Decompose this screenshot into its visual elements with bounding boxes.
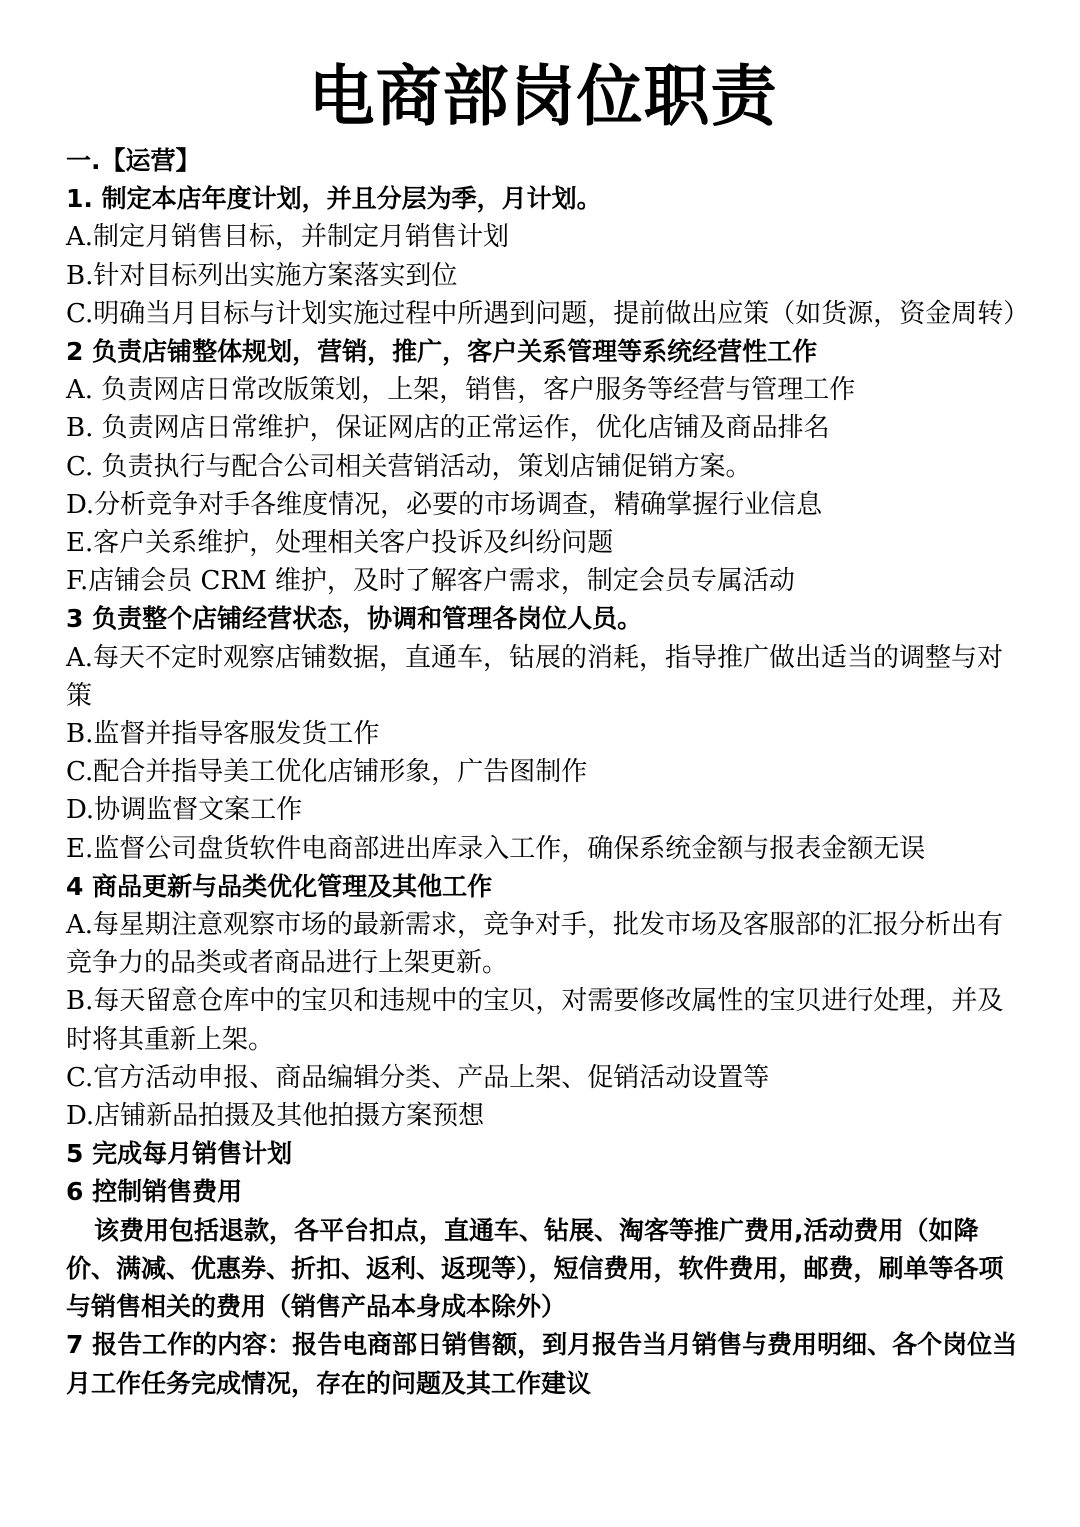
section-heading: 5 完成每月销售计划 [66,1139,293,1169]
body-line: A.每天不定时观察店铺数据，直通车，钻展的消耗，指导推广做出适当的调整与对策 [66,642,1004,711]
body-line: B.每天留意仓库中的宝贝和违规中的宝贝，对需要修改属性的宝贝进行处理，并及时将其重新上架。 [66,986,1004,1055]
body-line: F.店铺会员 CRM 维护，及时了解客户需求，制定会员专属活动 [66,566,795,597]
body-line: E.客户关系维护，处理相关客户投诉及纠纷问题 [66,528,614,559]
body-line: A. 负责网店日常改版策划，上架，销售，客户服务等经营与管理工作 [66,375,856,406]
body-line: D.协调监督文案工作 [66,795,303,826]
section-heading: 6 控制销售费用 [66,1177,243,1207]
body-line: C. 负责执行与配合公司相关营销活动，策划店铺促销方案。 [66,451,752,482]
body-line: C.明确当月目标与计划实施过程中所遇到问题，提前做出应策（如货源，资金周转） [66,298,1030,329]
body-line: C.官方活动申报、商品编辑分类、产品上架、促销活动设置等 [66,1062,770,1093]
body-line: B.针对目标列出实施方案落实到位 [66,260,458,291]
section-heading: 4 商品更新与品类优化管理及其他工作 [66,871,493,901]
document-body [66,142,1030,1403]
body-line: A.每星期注意观察市场的最新需求，竞争对手，批发市场及客服部的汇报分析出有竞争力的品类或者商品进行上架更新。 [66,910,1004,979]
body-line: D.店铺新品拍摄及其他拍摄方案预想 [66,1101,485,1132]
section-heading: 3 负责整个店铺经营状态，协调和管理各岗位人员。 [66,604,643,634]
body-line: B. 负责网店日常维护，保证网店的正常运作，优化店铺及商品排名 [66,413,830,444]
section-heading: 1. 制定本店年度计划，并且分层为季，月计划。 [66,184,602,214]
body-line: A.制定月销售目标，并制定月销售计划 [66,222,510,253]
body-line: C.配合并指导美工优化店铺形象，广告图制作 [66,757,588,788]
section-heading: 该费用包括退款，各平台扣点，直通车、钻展、淘客等推广费用,活动费用（如降价、满减、优惠券、折扣、返利、返现等），短信费用，软件费用，邮费，刷单等各项与销售相关的费用（销售产品本身成本除外） [66,1215,1004,1322]
document-page [66,52,1030,1403]
body-line: E.监督公司盘货软件电商部进出库录入工作，确保系统金额与报表金额无误 [66,833,926,864]
body-line: D.分析竞争对手各维度情况，必要的市场调查，精确掌握行业信息 [66,489,823,520]
page-title: 电商部岗位职责 [308,58,778,135]
section-heading: 一.【运营】 [66,146,201,175]
section-heading: 7 报告工作的内容：报告电商部日销售额，到月报告当月销售与费用明细、各个岗位当月工作任务完成情况，存在的问题及其工作建议 [66,1330,1018,1398]
section-heading: 2 负责店铺整体规划，营销，推广，客户关系管理等系统经营性工作 [66,337,818,367]
body-line: B.监督并指导客服发货工作 [66,719,380,750]
